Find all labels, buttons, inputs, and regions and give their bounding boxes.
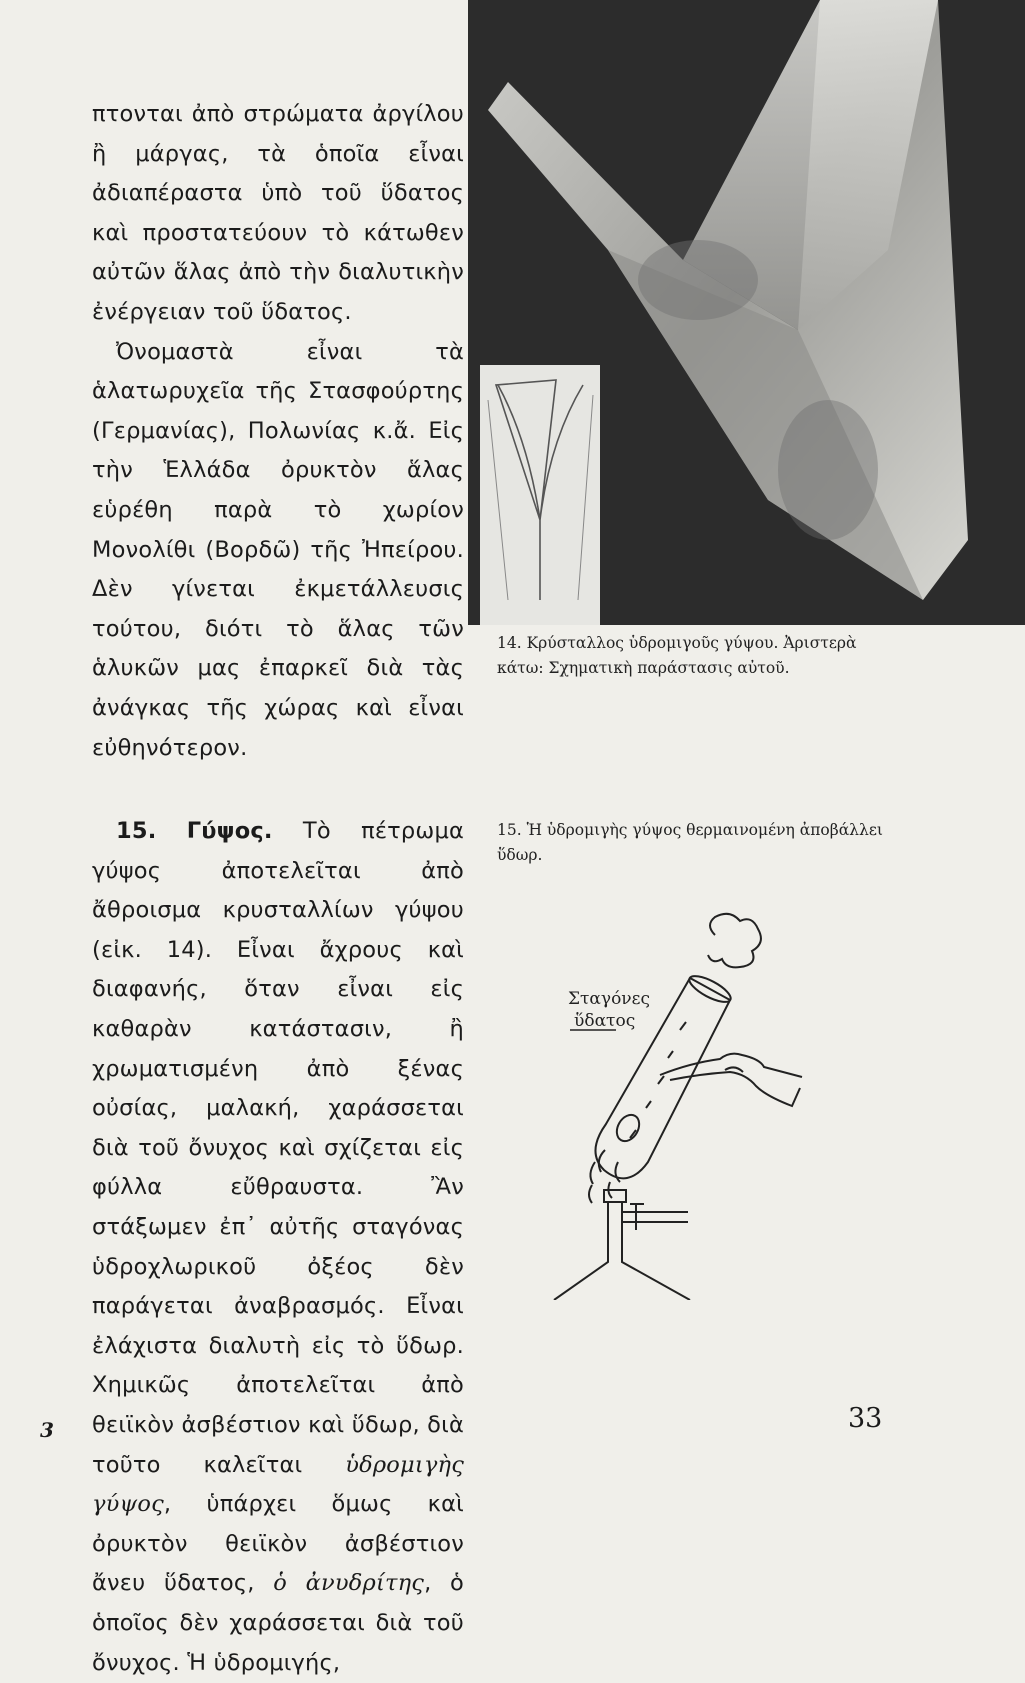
main-text-column	[92, 95, 464, 1683]
paragraph-3	[92, 812, 464, 1683]
section-number: 15.	[116, 818, 157, 845]
figure-14-caption: 14. Κρύσταλλος ὑδρομιγοῦς γύψου. Ἀριστερὰ κάτω: Σχηματικὴ παράστασις αὐτοῦ.	[497, 634, 857, 677]
paragraph-3-part-c: , ὁ ὁποῖος δὲν χαράσσεται διὰ τοῦ ὄνυχος. Ἡ ὑδρομιγής,	[92, 1570, 465, 1676]
page-number: 33	[848, 1403, 883, 1434]
paragraph-3-part-b: , ὑπάρχει ὅμως καὶ ὀρυκτὸν θειϊκὸν ἀσβέστιον ἄνευ ὕδατος,	[92, 1491, 464, 1597]
paragraph-1: πτονται ἀπὸ στρώματα ἀργίλου ἢ μάργας, τὰ ὁποῖα εἶναι ἀδιαπέραστα ὑπὸ τοῦ ὕδατος καὶ προστατεύουν τὸ κάτωθεν αὐτῶν ἅλας ἀπὸ τὴν διαλυτικὴν ἐνέργειαν τοῦ ὕδατος.	[92, 101, 464, 325]
bunsen-burner	[554, 1190, 690, 1300]
paragraph-2: Ὀνομαστὰ εἶναι τὰ ἁλατωρυχεῖα τῆς Στασφούρτης (Γερμανίας), Πολωνίας κ.ἄ. Εἰς τὴν Ἑλλάδα ὀρυκτὸν ἅλας εὑρέθη παρὰ τὸ χωρίον Μονολίθι (Βορδῶ) τῆς Ἠπείρου. Δὲν γίνεται ἐκμετάλλευσις τούτου, διότι τὸ ἅλας τῶν ἁλυκῶν μας ἐπαρκεῖ διὰ τὰς ἀνάγκας τῆς χώρας καὶ εἶναι εὐθηνότερον.	[92, 338, 464, 761]
signature-mark: 3	[40, 1418, 54, 1442]
paragraph-3-part-a: Τὸ πέτρωμα γύψος ἀποτελεῖται ἀπὸ ἄθροισμα κρυσταλλίων γύψου (εἰκ. 14). Εἶναι ἄχρους καὶ διαφανής, ὅταν εἶναι εἰς καθαρὰν κατάστασιν, ἢ χρωματισμένη ἀπὸ ξένας οὐσίας, μαλακή, χαράσσεται διὰ τοῦ ὄνυχος καὶ σχίζεται εἰς φύλλα εὔθραυστα. Ἂν στάξωμεν ἐπ᾽ αὐτῆς σταγόνας ὑδροχλωρικοῦ ὀξέος δὲν παράγεται ἀναβρασμός. Εἶναι ἐλάχιστα διαλυτὴ εἰς τὸ ὕδωρ. Χημικῶς ἀποτελεῖται ἀπὸ θειϊκὸν ἀσβέστιον καὶ ὕδωρ, διὰ τοῦτο καλεῖται	[92, 818, 464, 1478]
label-drops-line1: Σταγόνες	[568, 989, 650, 1009]
term-anhydrite: ὁ ἀνυδρίτης	[273, 1570, 425, 1597]
steam-cloud	[708, 914, 761, 968]
section-title: Γύψος.	[186, 818, 273, 845]
burner-test-tube-illustration	[520, 900, 820, 1300]
label-drops-line2: ὕδατος	[574, 1011, 636, 1031]
term-hydrous-gypsum: ὑδρομιγὴς γύψος	[92, 1451, 464, 1518]
gypsum-crystal-photo	[468, 0, 1025, 625]
figure-15-caption: 15. Ἡ ὑδρομιγὴς γύψος θερμαινομένη ἀποβάλλει ὕδωρ.	[497, 821, 883, 864]
